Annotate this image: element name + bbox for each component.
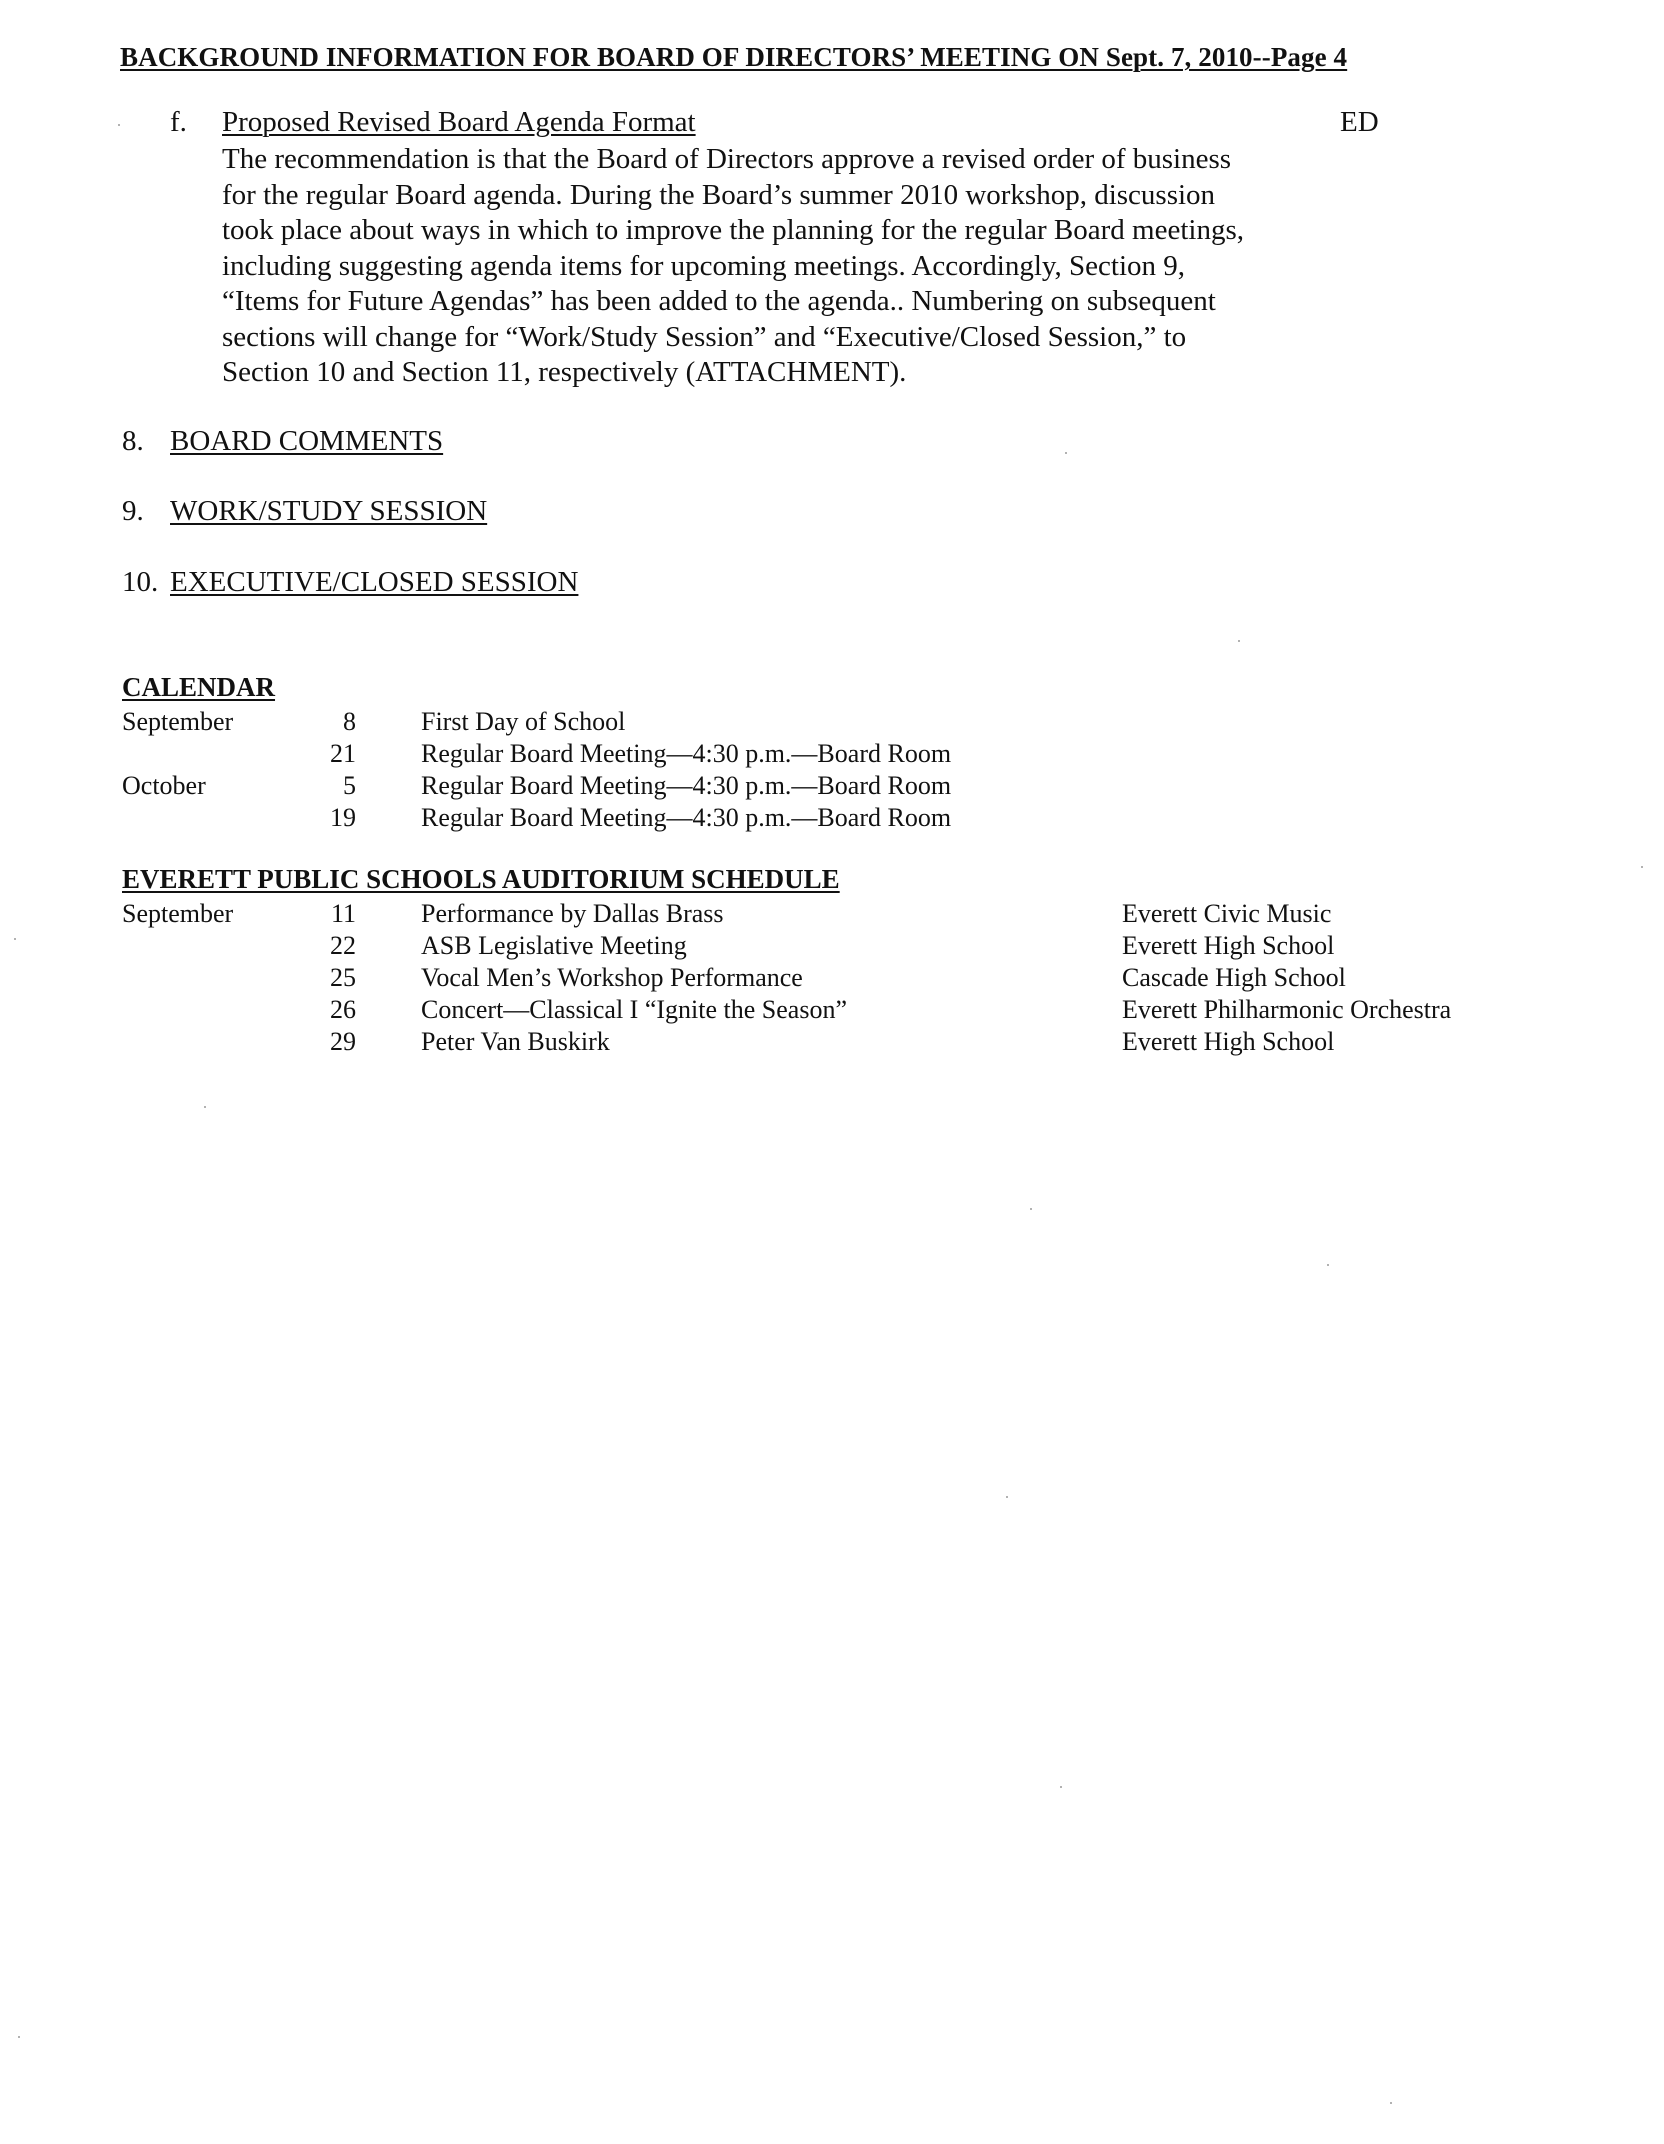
section-number: 10. — [122, 566, 159, 598]
scan-speck — [14, 938, 16, 940]
agenda-item-title: Proposed Revised Board Agenda Format — [222, 106, 696, 138]
description-line: “Items for Future Agendas” has been added to the agenda.. Numbering on subsequent — [222, 285, 1216, 317]
calendar-event: Regular Board Meeting—4:30 p.m.—Board Room — [421, 739, 952, 768]
section-board-comments — [122, 425, 443, 458]
calendar-event: First Day of School — [421, 707, 626, 736]
auditorium-event: Vocal Men’s Workshop Performance — [421, 963, 803, 992]
description-line: for the regular Board agenda. During the Board’s summer 2010 workshop, discussion — [222, 178, 1216, 211]
auditorium-event: Concert—Classical I “Ignite the Season” — [421, 995, 847, 1024]
calendar-month: October — [122, 771, 206, 800]
description-line: including suggesting agenda items for upcoming meetings. Accordingly, Section 9, — [222, 249, 1186, 282]
auditorium-row — [0, 963, 1664, 995]
description-line: sections will change for “Work/Study Session” and “Executive/Closed Session,” to — [222, 320, 1187, 353]
section-executive-closed-session — [122, 566, 578, 599]
scan-speck — [1641, 866, 1643, 868]
calendar-day: 8 — [343, 707, 356, 736]
auditorium-event: Peter Van Buskirk — [421, 1027, 610, 1056]
agenda-item-letter: f. — [170, 106, 187, 138]
auditorium-day: 11 — [330, 899, 356, 928]
section-number: 9. — [122, 495, 144, 527]
calendar-row — [0, 771, 1664, 803]
agenda-item-description — [222, 142, 1332, 391]
auditorium-row — [0, 995, 1664, 1027]
scan-speck — [1060, 1786, 1062, 1788]
calendar-event: Regular Board Meeting—4:30 p.m.—Board Room — [421, 771, 952, 800]
auditorium-row — [0, 899, 1664, 931]
auditorium-organization: Everett High School — [1122, 1027, 1335, 1056]
scan-speck — [18, 2036, 20, 2038]
auditorium-day: 22 — [330, 931, 356, 960]
auditorium-day: 25 — [330, 963, 356, 992]
auditorium-row — [0, 931, 1664, 963]
scan-speck — [1390, 2102, 1392, 2104]
section-number: 8. — [122, 425, 144, 457]
auditorium-day: 29 — [330, 1027, 356, 1056]
description-line: The recommendation is that the Board of Directors approve a revised order of business — [222, 143, 1232, 175]
calendar-heading: CALENDAR — [122, 672, 276, 702]
description-line: Section 10 and Section 11, respectively (ATTACHMENT). — [222, 356, 907, 388]
section-work-study-session — [122, 495, 487, 528]
section-title: BOARD COMMENTS — [170, 425, 444, 457]
calendar-day: 5 — [343, 771, 356, 800]
auditorium-schedule-heading: EVERETT PUBLIC SCHOOLS AUDITORIUM SCHEDULE — [122, 864, 840, 894]
section-title: EXECUTIVE/CLOSED SESSION — [170, 566, 579, 598]
auditorium-month: September — [122, 899, 234, 928]
page-header-title: BACKGROUND INFORMATION FOR BOARD OF DIRECTORS’ MEETING ON Sept. 7, 2010--Page 4 — [120, 42, 1348, 72]
calendar-event: Regular Board Meeting—4:30 p.m.—Board Room — [421, 803, 952, 832]
description-line: took place about ways in which to improve the planning for the regular Board meetings, — [222, 214, 1244, 246]
auditorium-row — [0, 1027, 1664, 1059]
calendar-month: September — [122, 707, 234, 736]
calendar-row — [0, 707, 1664, 739]
scan-speck — [1327, 1264, 1329, 1266]
auditorium-day: 26 — [330, 995, 356, 1024]
agenda-item-owner: ED — [1340, 106, 1379, 138]
calendar-row — [0, 803, 1664, 835]
calendar-day: 19 — [330, 803, 356, 832]
auditorium-organization: Everett Philharmonic Orchestra — [1122, 995, 1452, 1024]
calendar-row — [0, 739, 1664, 771]
auditorium-organization: Everett Civic Music — [1122, 899, 1332, 928]
auditorium-organization: Everett High School — [1122, 931, 1335, 960]
auditorium-event: ASB Legislative Meeting — [421, 931, 687, 960]
scan-speck — [1238, 640, 1240, 642]
scan-speck — [1030, 1208, 1032, 1210]
section-title: WORK/STUDY SESSION — [170, 495, 488, 527]
auditorium-event: Performance by Dallas Brass — [421, 899, 724, 928]
scan-speck — [204, 1106, 206, 1108]
scan-speck — [1006, 1496, 1008, 1498]
scan-speck — [1065, 452, 1067, 454]
scan-speck — [118, 124, 120, 126]
calendar-day: 21 — [330, 739, 356, 768]
auditorium-organization: Cascade High School — [1122, 963, 1346, 992]
